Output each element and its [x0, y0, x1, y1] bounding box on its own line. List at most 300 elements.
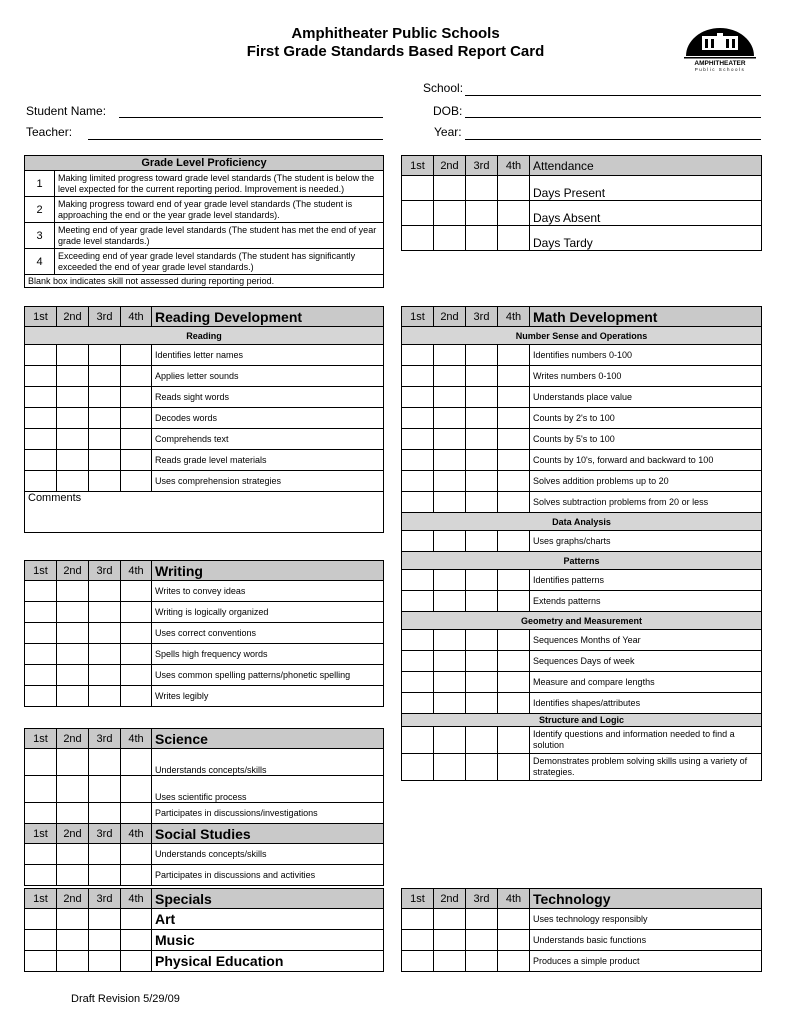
grade-cell[interactable]	[25, 865, 57, 886]
science-title: Science	[152, 729, 384, 749]
grade-cell[interactable]	[498, 930, 530, 951]
technology-title: Technology	[530, 889, 762, 909]
grade-cell[interactable]	[434, 531, 466, 552]
grade-cell[interactable]	[121, 602, 152, 623]
grade-cell[interactable]	[402, 930, 434, 951]
dob-label: DOB:	[433, 104, 463, 118]
grade-cell[interactable]	[57, 408, 89, 429]
grade-cell[interactable]	[121, 909, 152, 930]
grade-cell[interactable]	[402, 754, 434, 781]
grade-cell[interactable]	[434, 693, 466, 714]
grade-cell[interactable]	[466, 387, 498, 408]
grade-cell[interactable]	[466, 930, 498, 951]
grade-cell[interactable]	[25, 581, 57, 602]
proficiency-title: Grade Level Proficiency	[25, 156, 384, 171]
grade-cell[interactable]	[498, 754, 530, 781]
grade-cell[interactable]	[402, 951, 434, 972]
school-logo	[680, 24, 760, 72]
grade-cell[interactable]	[466, 693, 498, 714]
grade-cell[interactable]	[466, 909, 498, 930]
skill-label: Writes legibly	[152, 686, 384, 707]
grade-cell[interactable]	[89, 865, 121, 886]
level-number: 3	[25, 223, 55, 249]
grade-cell[interactable]	[25, 803, 57, 824]
grade-cell[interactable]	[434, 176, 466, 201]
grade-cell[interactable]	[402, 471, 434, 492]
grade-cell[interactable]	[121, 951, 152, 972]
grade-cell[interactable]	[434, 201, 466, 226]
grade-cell[interactable]	[498, 492, 530, 513]
grade-cell[interactable]	[434, 570, 466, 591]
grade-cell[interactable]	[498, 693, 530, 714]
grade-cell[interactable]	[402, 630, 434, 651]
grade-cell[interactable]	[498, 408, 530, 429]
grade-cell[interactable]	[402, 450, 434, 471]
grade-cell[interactable]	[89, 686, 121, 707]
grade-cell[interactable]	[402, 591, 434, 612]
grade-cell[interactable]	[434, 408, 466, 429]
grade-cell[interactable]	[25, 623, 57, 644]
skill-label: Reads grade level materials	[152, 450, 384, 471]
grade-cell[interactable]	[121, 345, 152, 366]
grade-cell[interactable]	[89, 471, 121, 492]
skill-label: Decodes words	[152, 408, 384, 429]
grade-cell[interactable]	[25, 930, 57, 951]
grade-cell[interactable]	[434, 672, 466, 693]
skill-label: Identifies shapes/attributes	[530, 693, 762, 714]
grade-cell[interactable]	[89, 749, 121, 776]
grade-cell[interactable]	[466, 727, 498, 754]
grade-cell[interactable]	[434, 387, 466, 408]
skill-label: Identifies patterns	[530, 570, 762, 591]
grade-cell[interactable]	[25, 345, 57, 366]
grade-cell[interactable]	[434, 345, 466, 366]
grade-cell[interactable]	[25, 644, 57, 665]
grade-cell[interactable]	[57, 776, 89, 803]
grade-cell[interactable]	[402, 387, 434, 408]
grade-cell[interactable]	[89, 450, 121, 471]
teacher-field[interactable]	[88, 139, 383, 140]
grade-cell[interactable]	[434, 591, 466, 612]
grade-cell[interactable]	[25, 844, 57, 865]
grade-cell[interactable]	[498, 570, 530, 591]
skill-label: Applies letter sounds	[152, 366, 384, 387]
grade-cell[interactable]	[25, 602, 57, 623]
quarter-header: 2nd	[57, 824, 89, 844]
grade-cell[interactable]	[89, 581, 121, 602]
grade-cell[interactable]	[57, 844, 89, 865]
math-title: Math Development	[530, 307, 762, 327]
grade-cell[interactable]	[89, 429, 121, 450]
grade-cell[interactable]	[434, 492, 466, 513]
level-description: Meeting end of year grade level standards (The student has met the end of year grade level standards.)	[55, 223, 384, 249]
grade-cell[interactable]	[402, 366, 434, 387]
grade-cell[interactable]	[498, 591, 530, 612]
skill-label: Writes to convey ideas	[152, 581, 384, 602]
quarter-header: 3rd	[89, 729, 121, 749]
grade-cell[interactable]	[25, 665, 57, 686]
grade-cell[interactable]	[121, 803, 152, 824]
grade-cell[interactable]	[498, 672, 530, 693]
quarter-header: 4th	[121, 889, 152, 909]
quarter-header: 3rd	[89, 307, 121, 327]
grade-cell[interactable]	[89, 665, 121, 686]
grade-cell[interactable]	[434, 651, 466, 672]
grade-cell[interactable]	[498, 176, 530, 201]
grade-cell[interactable]	[121, 686, 152, 707]
grade-cell[interactable]	[25, 951, 57, 972]
skill-label: Uses comprehension strategies	[152, 471, 384, 492]
quarter-header: 1st	[25, 729, 57, 749]
grade-cell[interactable]	[57, 581, 89, 602]
special-label: Art	[152, 909, 384, 930]
grade-cell[interactable]	[466, 408, 498, 429]
grade-cell[interactable]	[57, 345, 89, 366]
grade-cell[interactable]	[121, 644, 152, 665]
grade-cell[interactable]	[498, 651, 530, 672]
grade-cell[interactable]	[25, 471, 57, 492]
skill-label: Identifies letter names	[152, 345, 384, 366]
skill-label: Identify questions and information needed to find a solution	[530, 727, 762, 754]
title-line-2: First Grade Standards Based Report Card	[246, 43, 545, 60]
grade-cell[interactable]	[57, 665, 89, 686]
grade-cell[interactable]	[466, 570, 498, 591]
quarter-header: 1st	[25, 889, 57, 909]
grade-cell[interactable]	[434, 471, 466, 492]
grade-cell[interactable]	[434, 754, 466, 781]
skill-label: Measure and compare lengths	[530, 672, 762, 693]
grade-cell[interactable]	[466, 226, 498, 251]
grade-cell[interactable]	[498, 226, 530, 251]
grade-cell[interactable]	[121, 366, 152, 387]
skill-label: Solves subtraction problems from 20 or less	[530, 492, 762, 513]
skill-label: Demonstrates problem solving skills using a variety of strategies.	[530, 754, 762, 781]
grade-cell[interactable]	[498, 909, 530, 930]
technology-table	[401, 888, 762, 972]
quarter-header: 2nd	[434, 156, 466, 176]
grade-cell[interactable]	[434, 930, 466, 951]
skill-label: Uses scientific process	[152, 776, 384, 803]
draft-revision: Draft Revision 5/29/09	[71, 993, 180, 1005]
level-number: 1	[25, 171, 55, 197]
grade-cell[interactable]	[402, 176, 434, 201]
quarter-header: 4th	[121, 561, 152, 581]
grade-cell[interactable]	[434, 450, 466, 471]
grade-cell[interactable]	[89, 776, 121, 803]
grade-cell[interactable]	[121, 844, 152, 865]
grade-cell[interactable]	[57, 644, 89, 665]
proficiency-table	[24, 155, 384, 288]
grade-cell[interactable]	[57, 930, 89, 951]
grade-cell[interactable]	[25, 776, 57, 803]
grade-cell[interactable]	[466, 531, 498, 552]
grade-cell[interactable]	[89, 602, 121, 623]
attendance-title: Attendance	[530, 156, 762, 176]
grade-cell[interactable]	[57, 686, 89, 707]
grade-cell[interactable]	[466, 492, 498, 513]
grade-cell[interactable]	[466, 201, 498, 226]
grade-cell[interactable]	[434, 951, 466, 972]
social-studies-title: Social Studies	[152, 824, 384, 844]
grade-cell[interactable]	[466, 651, 498, 672]
grade-cell[interactable]	[57, 366, 89, 387]
grade-cell[interactable]	[434, 366, 466, 387]
logo-subtext: Public Schools	[694, 67, 746, 72]
skill-label: Understands place value	[530, 387, 762, 408]
grade-cell[interactable]	[57, 623, 89, 644]
skill-label: Uses correct conventions	[152, 623, 384, 644]
grade-cell[interactable]	[89, 408, 121, 429]
grade-cell[interactable]	[121, 429, 152, 450]
amphitheater-logo-icon	[680, 24, 760, 72]
grade-cell[interactable]	[466, 754, 498, 781]
level-description: Making progress toward end of year grade level standards (The student is approaching the end or the year grade level standards).	[55, 197, 384, 223]
level-description: Exceeding end of year grade level standards (The student has significantly exceeded the end of year grade level standards.)	[55, 249, 384, 275]
grade-cell[interactable]	[57, 471, 89, 492]
grade-cell[interactable]	[57, 865, 89, 886]
grade-cell[interactable]	[89, 366, 121, 387]
grade-cell[interactable]	[402, 531, 434, 552]
quarter-header: 3rd	[89, 889, 121, 909]
grade-cell[interactable]	[402, 651, 434, 672]
dob-field[interactable]	[465, 117, 761, 118]
logo-text: AMPHITHEATER	[694, 60, 746, 67]
grade-cell[interactable]	[434, 630, 466, 651]
school-label: School:	[423, 81, 464, 95]
grade-cell[interactable]	[466, 672, 498, 693]
grade-cell[interactable]	[57, 429, 89, 450]
comments-label: Comments	[28, 492, 82, 504]
grade-cell[interactable]	[498, 450, 530, 471]
geometry-subheader: Geometry and Measurement	[402, 612, 762, 630]
year-field[interactable]	[465, 139, 761, 140]
grade-cell[interactable]	[89, 844, 121, 865]
grade-cell[interactable]	[402, 408, 434, 429]
level-number: 4	[25, 249, 55, 275]
grade-cell[interactable]	[89, 387, 121, 408]
quarter-header: 3rd	[466, 889, 498, 909]
quarter-header: 1st	[25, 824, 57, 844]
grade-cell[interactable]	[498, 201, 530, 226]
skill-label: Participates in discussions and activities	[152, 865, 384, 886]
grade-cell[interactable]	[121, 623, 152, 644]
grade-cell[interactable]	[121, 865, 152, 886]
quarter-header: 3rd	[466, 156, 498, 176]
skill-label: Sequences Days of week	[530, 651, 762, 672]
grade-cell[interactable]	[25, 366, 57, 387]
quarter-header: 2nd	[57, 729, 89, 749]
grade-cell[interactable]	[498, 387, 530, 408]
grade-cell[interactable]	[434, 727, 466, 754]
grade-cell[interactable]	[57, 749, 89, 776]
grade-cell[interactable]	[57, 909, 89, 930]
grade-cell[interactable]	[89, 644, 121, 665]
grade-cell[interactable]	[466, 345, 498, 366]
quarter-header: 4th	[498, 307, 530, 327]
skill-label: Uses graphs/charts	[530, 531, 762, 552]
attendance-item: Days Tardy	[530, 226, 762, 251]
specials-table	[24, 888, 384, 972]
skill-label: Counts by 2's to 100	[530, 408, 762, 429]
skill-label: Writes numbers 0-100	[530, 366, 762, 387]
reading-title: Reading Development	[152, 307, 384, 327]
grade-cell[interactable]	[25, 450, 57, 471]
quarter-header: 1st	[25, 307, 57, 327]
skill-label: Understands concepts/skills	[152, 749, 384, 776]
grade-cell[interactable]	[121, 665, 152, 686]
year-label: Year:	[434, 125, 462, 139]
quarter-header: 1st	[25, 561, 57, 581]
student-name-field[interactable]	[119, 117, 383, 118]
quarter-header: 4th	[121, 307, 152, 327]
level-description: Making limited progress toward grade level standards (The student is below the level expected for the current reporting period. Improvement is needed.)	[55, 171, 384, 197]
grade-cell[interactable]	[89, 930, 121, 951]
quarter-header: 4th	[498, 156, 530, 176]
comments-box[interactable]	[25, 492, 384, 533]
data-analysis-subheader: Data Analysis	[402, 513, 762, 531]
attendance-item: Days Absent	[530, 201, 762, 226]
skill-label: Participates in discussions/investigations	[152, 803, 384, 824]
quarter-header: 2nd	[57, 561, 89, 581]
special-label: Music	[152, 930, 384, 951]
title-line-1: Amphitheater Public Schools	[291, 25, 500, 42]
grade-cell[interactable]	[402, 727, 434, 754]
structure-subheader: Structure and Logic	[402, 714, 762, 727]
quarter-header: 2nd	[57, 889, 89, 909]
grade-cell[interactable]	[89, 951, 121, 972]
grade-cell[interactable]	[434, 226, 466, 251]
blank-box-note: Blank box indicates skill not assessed during reporting period.	[25, 275, 384, 288]
skill-label: Comprehends text	[152, 429, 384, 450]
grade-cell[interactable]	[25, 686, 57, 707]
grade-cell[interactable]	[402, 570, 434, 591]
grade-cell[interactable]	[89, 909, 121, 930]
grade-cell[interactable]	[121, 930, 152, 951]
grade-cell[interactable]	[434, 909, 466, 930]
school-field[interactable]	[465, 95, 761, 96]
grade-cell[interactable]	[498, 951, 530, 972]
grade-cell[interactable]	[25, 909, 57, 930]
grade-cell[interactable]	[25, 749, 57, 776]
level-number: 2	[25, 197, 55, 223]
patterns-subheader: Patterns	[402, 552, 762, 570]
quarter-header: 4th	[121, 729, 152, 749]
skill-label: Produces a simple product	[530, 951, 762, 972]
number-sense-subheader: Number Sense and Operations	[402, 327, 762, 345]
grade-cell[interactable]	[498, 471, 530, 492]
grade-cell[interactable]	[402, 226, 434, 251]
grade-cell[interactable]	[121, 581, 152, 602]
grade-cell[interactable]	[89, 623, 121, 644]
writing-title: Writing	[152, 561, 384, 581]
grade-cell[interactable]	[25, 429, 57, 450]
reading-subheader: Reading	[25, 327, 384, 345]
special-label: Physical Education	[152, 951, 384, 972]
skill-label: Extends patterns	[530, 591, 762, 612]
quarter-header: 2nd	[434, 889, 466, 909]
grade-cell[interactable]	[402, 345, 434, 366]
grade-cell[interactable]	[402, 672, 434, 693]
grade-cell[interactable]	[402, 201, 434, 226]
quarter-header: 2nd	[57, 307, 89, 327]
quarter-header: 2nd	[434, 307, 466, 327]
skill-label: Counts by 10's, forward and backward to 100	[530, 450, 762, 471]
skill-label: Understands basic functions	[530, 930, 762, 951]
writing-table	[24, 560, 384, 707]
grade-cell[interactable]	[121, 776, 152, 803]
grade-cell[interactable]	[498, 345, 530, 366]
grade-cell[interactable]	[466, 366, 498, 387]
grade-cell[interactable]	[498, 531, 530, 552]
skill-label: Counts by 5's to 100	[530, 429, 762, 450]
quarter-header: 1st	[402, 156, 434, 176]
grade-cell[interactable]	[121, 408, 152, 429]
grade-cell[interactable]	[466, 471, 498, 492]
grade-cell[interactable]	[57, 602, 89, 623]
quarter-header: 3rd	[89, 561, 121, 581]
grade-cell[interactable]	[402, 492, 434, 513]
grade-cell[interactable]	[466, 450, 498, 471]
grade-cell[interactable]	[402, 693, 434, 714]
grade-cell[interactable]	[57, 803, 89, 824]
quarter-header: 3rd	[89, 824, 121, 844]
math-table	[401, 306, 762, 781]
grade-cell[interactable]	[57, 951, 89, 972]
grade-cell[interactable]	[121, 387, 152, 408]
grade-cell[interactable]	[89, 345, 121, 366]
grade-cell[interactable]	[402, 429, 434, 450]
grade-cell[interactable]	[121, 749, 152, 776]
grade-cell[interactable]	[121, 471, 152, 492]
skill-label: Understands concepts/skills	[152, 844, 384, 865]
teacher-label: Teacher:	[26, 125, 73, 139]
grade-cell[interactable]	[498, 630, 530, 651]
specials-title: Specials	[152, 889, 384, 909]
grade-cell[interactable]	[434, 429, 466, 450]
quarter-header: 4th	[121, 824, 152, 844]
skill-label: Solves addition problems up to 20	[530, 471, 762, 492]
grade-cell[interactable]	[466, 630, 498, 651]
grade-cell[interactable]	[57, 450, 89, 471]
grade-cell[interactable]	[498, 366, 530, 387]
grade-cell[interactable]	[25, 408, 57, 429]
attendance-table	[401, 155, 762, 251]
attendance-item: Days Present	[530, 176, 762, 201]
skill-label: Identifies numbers 0-100	[530, 345, 762, 366]
grade-cell[interactable]	[466, 591, 498, 612]
grade-cell[interactable]	[498, 727, 530, 754]
grade-cell[interactable]	[89, 803, 121, 824]
grade-cell[interactable]	[402, 909, 434, 930]
grade-cell[interactable]	[25, 387, 57, 408]
grade-cell[interactable]	[57, 387, 89, 408]
grade-cell[interactable]	[498, 429, 530, 450]
quarter-header: 3rd	[466, 307, 498, 327]
skill-label: Spells high frequency words	[152, 644, 384, 665]
grade-cell[interactable]	[466, 951, 498, 972]
quarter-header: 1st	[402, 307, 434, 327]
grade-cell[interactable]	[466, 429, 498, 450]
skill-label: Uses common spelling patterns/phonetic spelling	[152, 665, 384, 686]
grade-cell[interactable]	[466, 176, 498, 201]
grade-cell[interactable]	[121, 450, 152, 471]
skill-label: Writing is logically organized	[152, 602, 384, 623]
quarter-header: 1st	[402, 889, 434, 909]
student-name-label: Student Name:	[26, 104, 107, 118]
skill-label: Sequences Months of Year	[530, 630, 762, 651]
reading-table	[24, 306, 384, 533]
quarter-header: 4th	[498, 889, 530, 909]
